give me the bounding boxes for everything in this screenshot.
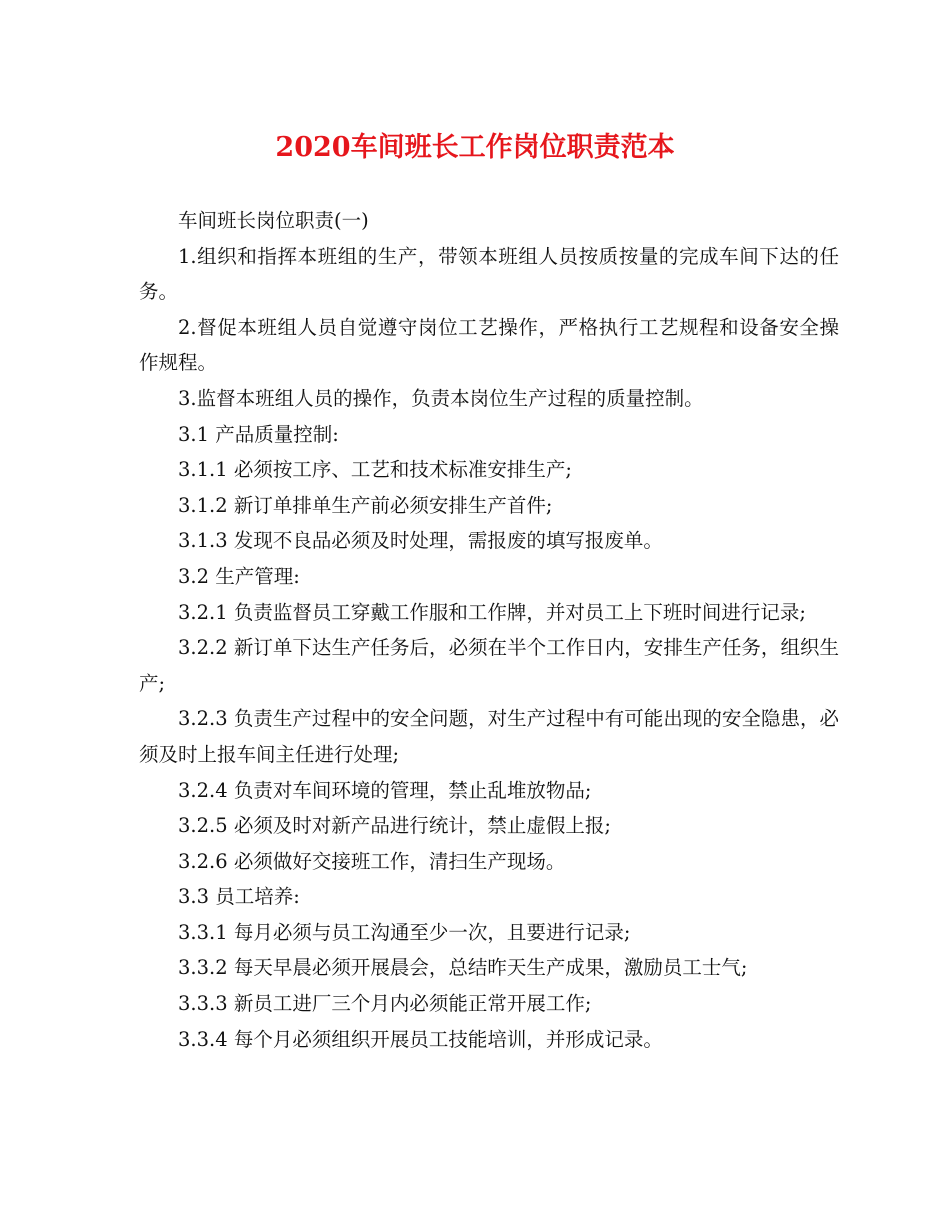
paragraph: 3.3 员工培养: bbox=[178, 885, 300, 909]
paragraph: 3.2.5 必须及时对新产品进行统计，禁止虚假上报; bbox=[178, 814, 611, 838]
paragraph: 1.组织和指挥本班组的生产，带领本班组人员按质按量的完成车间下达的任务。 bbox=[139, 244, 839, 304]
document-body bbox=[139, 203, 839, 1057]
paragraph: 2.督促本班组人员自觉遵守岗位工艺操作，严格执行工艺规程和设备安全操作规程。 bbox=[139, 315, 839, 375]
paragraph: 3.3.1 每月必须与员工沟通至少一次，且要进行记录; bbox=[178, 920, 631, 944]
paragraph: 3.1.3 发现不良品必须及时处理，需报废的填写报废单。 bbox=[178, 529, 663, 553]
paragraph: 3.2.6 必须做好交接班工作，清扫生产现场。 bbox=[178, 849, 566, 873]
paragraph: 3.1.2 新订单排单生产前必须安排生产首件; bbox=[178, 493, 553, 517]
paragraph: 3.3.4 每个月必须组织开展员工技能培训，并形成记录。 bbox=[178, 1027, 663, 1051]
paragraph: 3.2.4 负责对车间环境的管理，禁止乱堆放物品; bbox=[178, 778, 592, 802]
paragraph: 3.1.1 必须按工序、工艺和技术标准安排生产; bbox=[178, 458, 572, 482]
paragraph: 3.2.3 负责生产过程中的安全问题，对生产过程中有可能出现的安全隐患，必须及时上报车间主任进行处理; bbox=[139, 707, 839, 766]
paragraph: 3.2.1 负责监督员工穿戴工作服和工作牌，并对员工上下班时间进行记录; bbox=[178, 600, 806, 624]
paragraph: 3.3.3 新员工进厂三个月内必须能正常开展工作; bbox=[178, 992, 592, 1016]
document-title: 2020车间班长工作岗位职责范本 bbox=[275, 132, 675, 163]
paragraph: 3.2 生产管理: bbox=[178, 564, 300, 588]
paragraph: 3.2.2 新订单下达生产任务后，必须在半个工作日内，安排生产任务，组织生产; bbox=[139, 636, 839, 695]
paragraph: 3.1 产品质量控制: bbox=[178, 422, 339, 446]
paragraph: 车间班长岗位职责(一) bbox=[178, 209, 369, 232]
paragraph: 3.监督本班组人员的操作，负责本岗位生产过程的质量控制。 bbox=[178, 386, 704, 410]
paragraph: 3.3.2 每天早晨必须开展晨会，总结昨天生产成果，激励员工士气; bbox=[178, 956, 748, 980]
